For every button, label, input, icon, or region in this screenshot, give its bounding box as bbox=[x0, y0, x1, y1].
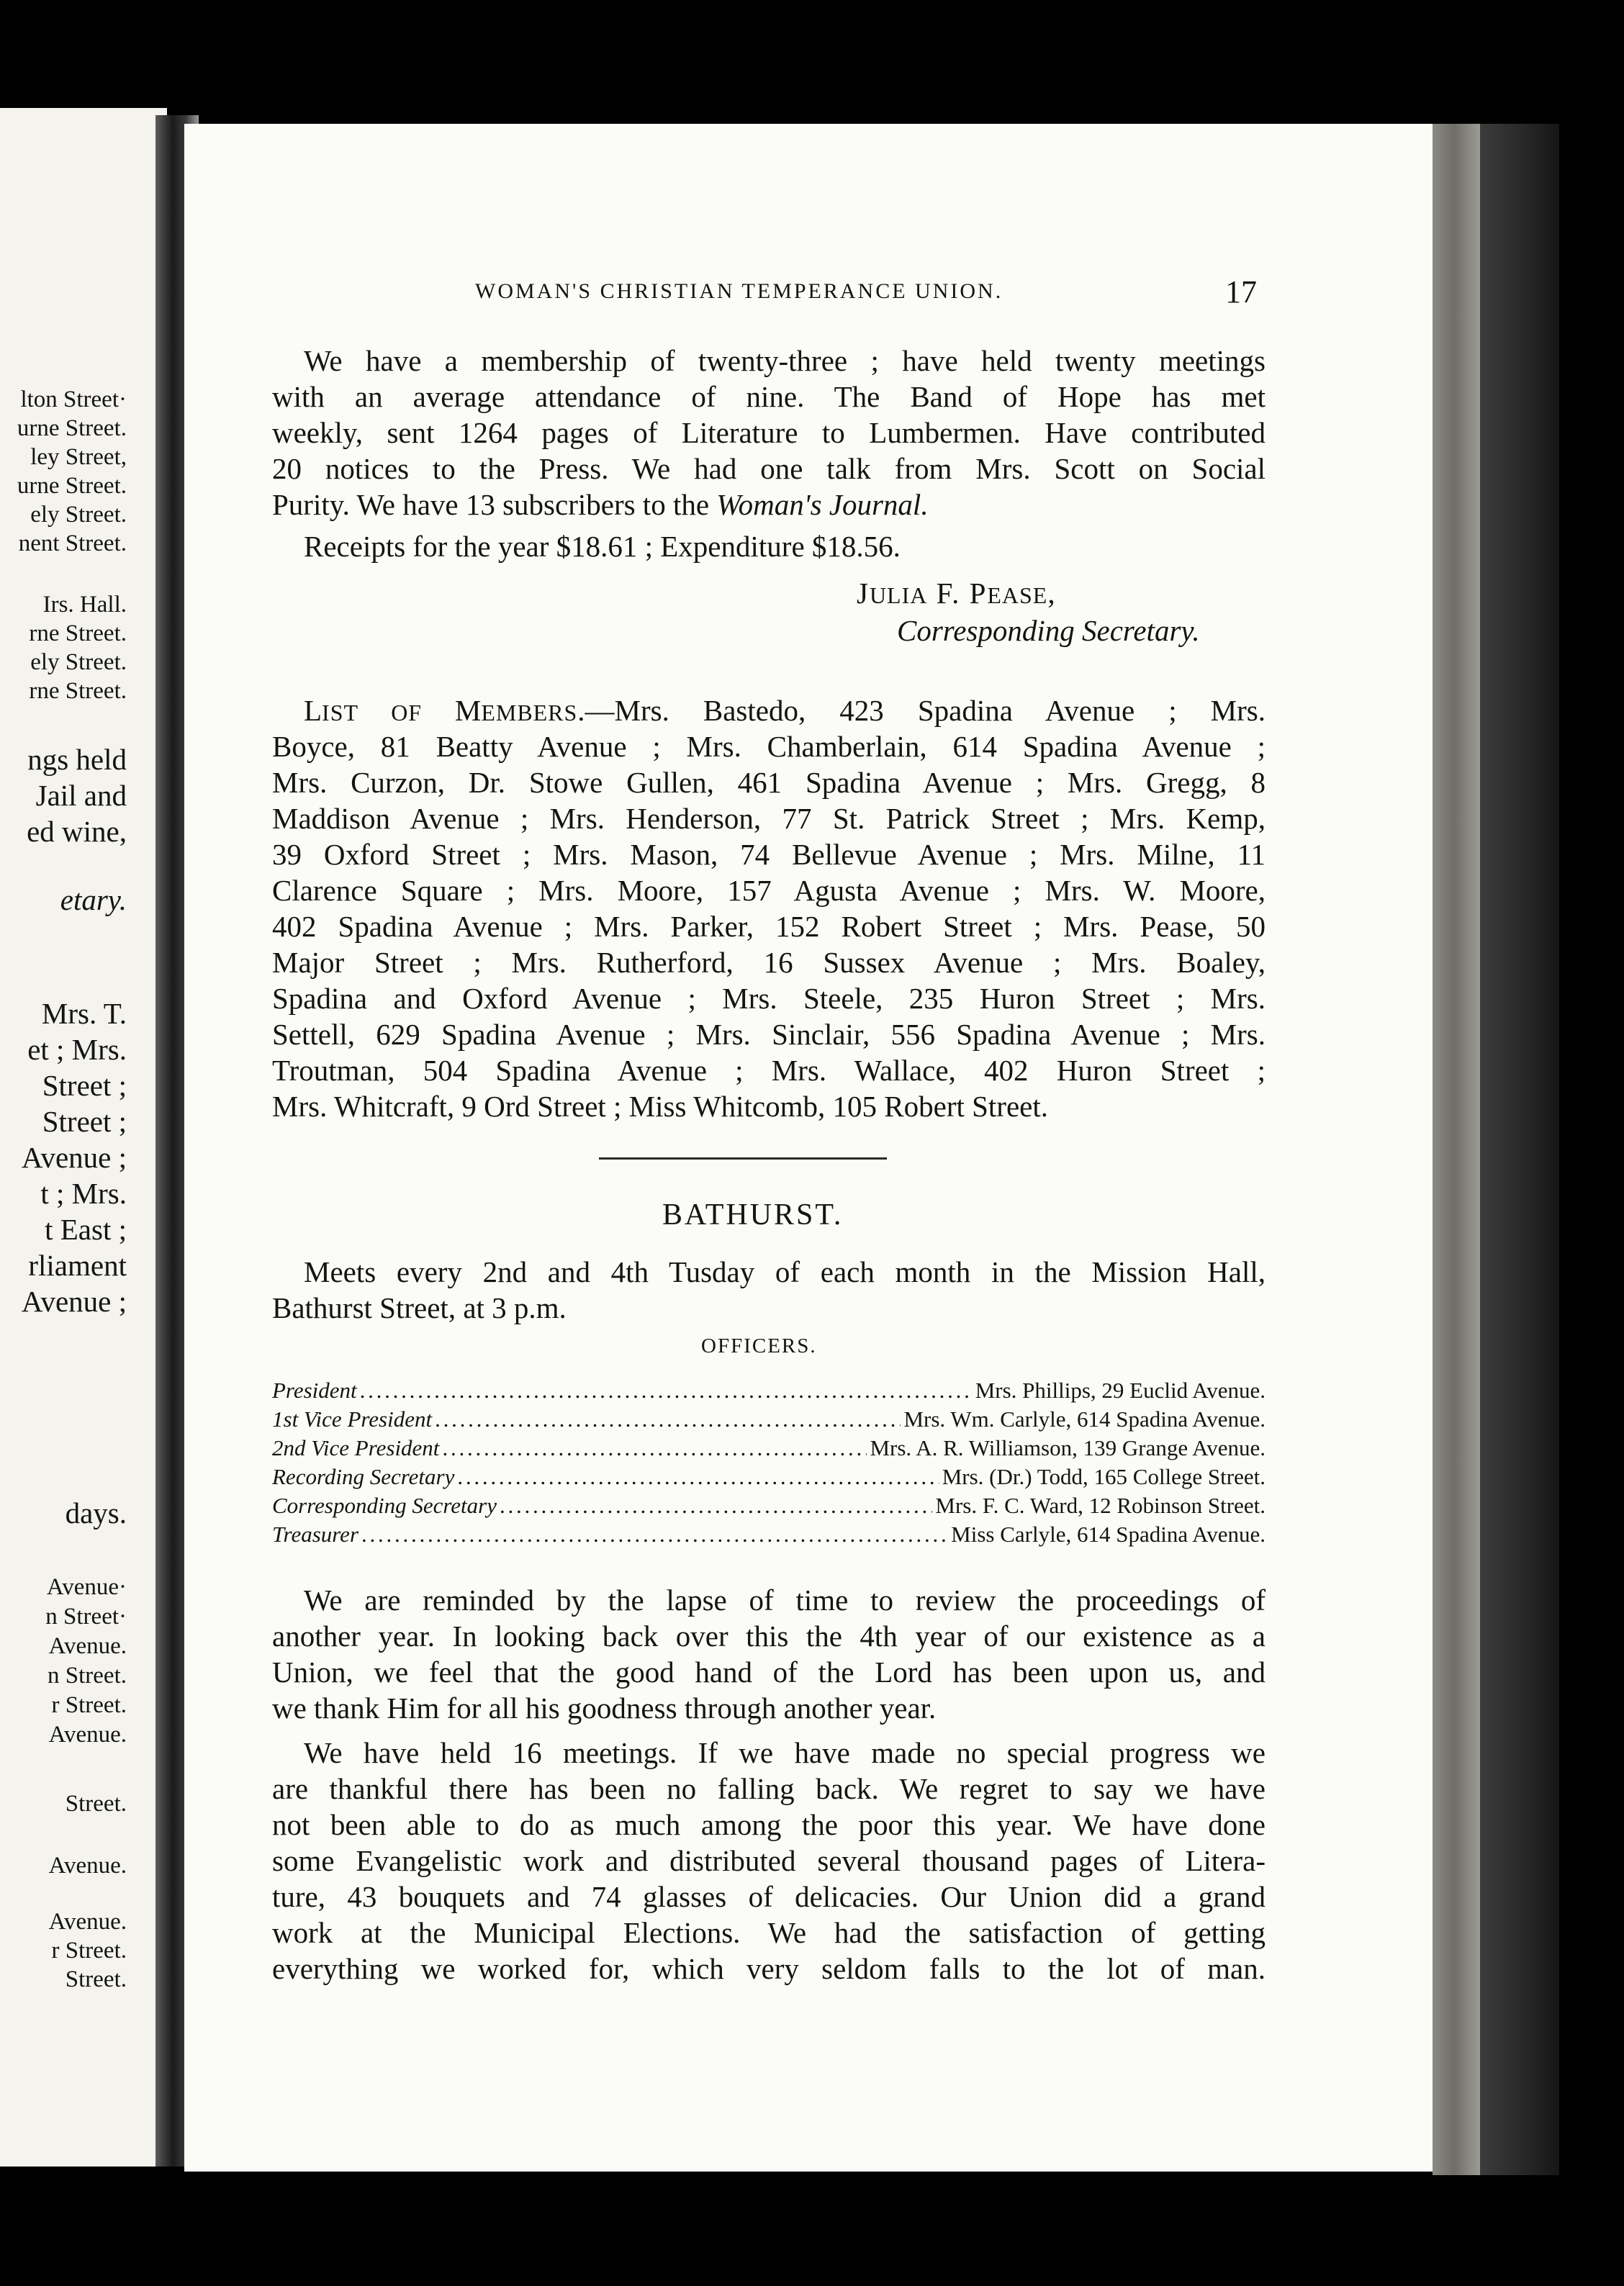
members-line: Clarence Square ; Mrs. Moore, 157 Agusta Avenue ; Mrs. W. Moore, bbox=[272, 874, 1266, 907]
report-line: We have a membership of twenty-three ; have held twenty meetings bbox=[304, 344, 1266, 377]
report-line: some Evangelistic work and distributed several thousand pages of Litera- bbox=[272, 1844, 1266, 1877]
officer-role: Recording Secretary bbox=[272, 1464, 455, 1489]
left-page-fragment: Avenue. bbox=[48, 1633, 127, 1659]
section-heading: BATHURST. bbox=[662, 1198, 844, 1232]
leader-dots bbox=[500, 1491, 932, 1520]
left-page-fragment: Street. bbox=[65, 1791, 127, 1817]
members-line: Settell, 629 Spadina Avenue ; Mrs. Sinclair, 556 Spadina Avenue ; Mrs. bbox=[272, 1018, 1266, 1051]
members-line: Spadina and Oxford Avenue ; Mrs. Steele, 235 Huron Street ; Mrs. bbox=[272, 982, 1266, 1015]
officer-holder: Mrs. (Dr.) Todd, 165 College Street. bbox=[942, 1464, 1266, 1489]
report-line: weekly, sent 1264 pages of Literature to Lumbermen. Have contributed bbox=[272, 416, 1266, 449]
left-page-fragment: ley Street, bbox=[30, 444, 127, 470]
left-page-fragment: ngs held bbox=[27, 743, 127, 776]
signature-title: Corresponding Secretary. bbox=[897, 614, 1200, 647]
section-divider bbox=[599, 1157, 887, 1160]
left-page-fragment: ely Street. bbox=[30, 649, 127, 675]
left-page-fragment: Avenue. bbox=[48, 1722, 127, 1748]
officer-holder: Mrs. Wm. Carlyle, 614 Spadina Avenue. bbox=[903, 1406, 1266, 1432]
left-page-fragment: Mrs. T. bbox=[41, 997, 127, 1030]
report-line: we thank Him for all his goodness through another year. bbox=[272, 1691, 937, 1725]
officer-holder: Mrs. Phillips, 29 Euclid Avenue. bbox=[975, 1378, 1266, 1403]
report-line: not been able to do as much among the poor this year. We have done bbox=[272, 1808, 1266, 1841]
receipts-line: Receipts for the year $18.61 ; Expenditure $18.56. bbox=[304, 530, 901, 563]
report-line: Purity. We have 13 subscribers to the bbox=[272, 488, 717, 521]
left-page-fragment: n Street· bbox=[45, 1604, 127, 1630]
left-page-fragment: days. bbox=[65, 1496, 127, 1530]
left-page-fragment: rne Street. bbox=[29, 678, 127, 704]
officer-role: 1st Vice President bbox=[272, 1406, 433, 1432]
report-line: Union, we feel that the good hand of the Lord has been upon us, and bbox=[272, 1655, 1266, 1689]
left-page-fragment: nent Street. bbox=[18, 530, 127, 556]
report-line-with-journal bbox=[272, 487, 929, 523]
left-page-fragment: urne Street. bbox=[17, 415, 127, 441]
officer-row bbox=[272, 1434, 1266, 1463]
left-page-fragment: etary. bbox=[60, 883, 127, 916]
officer-role: President bbox=[272, 1378, 357, 1403]
left-page-fragment: et ; Mrs. bbox=[27, 1033, 127, 1066]
report-line: We have held 16 meetings. If we have made no special progress we bbox=[304, 1736, 1266, 1769]
leader-dots bbox=[361, 1520, 948, 1549]
left-page-fragment: ed wine, bbox=[27, 815, 127, 848]
left-page-fragment: Avenue ; bbox=[21, 1285, 127, 1318]
left-page-fragment: Street ; bbox=[42, 1069, 127, 1102]
left-page-fragment: ely Street. bbox=[30, 502, 127, 528]
members-line: Mrs. Curzon, Dr. Stowe Gullen, 461 Spadina Avenue ; Mrs. Gregg, 8 bbox=[272, 766, 1266, 799]
officer-holder: Miss Carlyle, 614 Spadina Avenue. bbox=[951, 1522, 1266, 1547]
members-line: Mrs. Whitcraft, 9 Ord Street ; Miss Whitcomb, 105 Robert Street. bbox=[272, 1090, 1048, 1123]
left-page-fragment: t ; Mrs. bbox=[40, 1177, 127, 1210]
officer-row bbox=[272, 1520, 1266, 1549]
officers-heading: OFFICERS. bbox=[701, 1334, 817, 1357]
members-line: Maddison Avenue ; Mrs. Henderson, 77 St. Patrick Street ; Mrs. Kemp, bbox=[272, 802, 1266, 835]
left-page-fragment: r Street. bbox=[51, 1692, 127, 1718]
left-page-fragment: Jail and bbox=[35, 779, 127, 812]
leader-dots bbox=[360, 1376, 973, 1405]
left-page-fragment: Avenue· bbox=[46, 1574, 127, 1600]
meeting-line: Meets every 2nd and 4th Tusday of each month in the Mission Hall, bbox=[304, 1255, 1266, 1288]
left-page-fragment: Avenue. bbox=[48, 1909, 127, 1935]
meeting-line: Bathurst Street, at 3 p.m. bbox=[272, 1291, 567, 1324]
officer-holder: Mrs. A. R. Williamson, 139 Grange Avenue. bbox=[870, 1435, 1266, 1460]
report-line: ture, 43 bouquets and 74 glasses of delicacies. Our Union did a grand bbox=[272, 1880, 1266, 1913]
book-cover-edge bbox=[1480, 124, 1559, 2175]
left-page-fragment: n Street. bbox=[48, 1663, 127, 1689]
left-page-fragment: Street. bbox=[65, 1966, 127, 1992]
officer-row bbox=[272, 1376, 1266, 1405]
left-page-fragment: r Street. bbox=[51, 1938, 127, 1964]
officer-row bbox=[272, 1463, 1266, 1491]
left-page-fragment: Street ; bbox=[42, 1105, 127, 1138]
left-page-fragment: lton Street· bbox=[20, 387, 127, 412]
members-line: Major Street ; Mrs. Rutherford, 16 Sussex Avenue ; Mrs. Boaley, bbox=[272, 946, 1266, 979]
officer-role: Treasurer bbox=[272, 1522, 359, 1547]
running-header: WOMAN'S CHRISTIAN TEMPERANCE UNION. bbox=[475, 279, 1003, 303]
report-line: with an average attendance of nine. The Band of Hope has met bbox=[272, 380, 1266, 413]
members-line: 39 Oxford Street ; Mrs. Mason, 74 Bellevue Avenue ; Mrs. Milne, 11 bbox=[272, 838, 1266, 871]
signature-name: JULIA F. PEASE, bbox=[857, 577, 1057, 610]
leader-dots bbox=[457, 1463, 939, 1491]
officer-row bbox=[272, 1491, 1266, 1520]
members-line: Boyce, 81 Beatty Avenue ; Mrs. Chamberlain, 614 Spadina Avenue ; bbox=[272, 730, 1266, 763]
report-line: We are reminded by the lapse of time to review the proceedings of bbox=[304, 1584, 1266, 1617]
members-line: 402 Spadina Avenue ; Mrs. Parker, 152 Robert Street ; Mrs. Pease, 50 bbox=[272, 910, 1266, 943]
left-page-fragment: t East ; bbox=[45, 1213, 127, 1246]
left-page-fragment: rne Street. bbox=[29, 620, 127, 646]
officer-role: Corresponding Secretary bbox=[272, 1493, 497, 1518]
officer-role: 2nd Vice President bbox=[272, 1435, 440, 1460]
left-page-fragment: Avenue ; bbox=[21, 1141, 127, 1174]
previous-page-strip bbox=[0, 108, 167, 2167]
officer-holder: Mrs. F. C. Ward, 12 Robinson Street. bbox=[935, 1493, 1266, 1518]
left-page-fragment: Avenue. bbox=[48, 1853, 127, 1879]
left-page-fragment: rliament bbox=[28, 1249, 127, 1282]
report-line: work at the Municipal Elections. We had the satisfaction of getting bbox=[272, 1916, 1266, 1949]
leader-dots bbox=[442, 1434, 867, 1463]
officer-row bbox=[272, 1405, 1266, 1434]
left-page-fragment: Irs. Hall. bbox=[42, 592, 127, 618]
report-line: another year. In looking back over this the 4th year of our existence as a bbox=[272, 1619, 1266, 1653]
leader-dots bbox=[435, 1405, 901, 1434]
members-line: Troutman, 504 Spadina Avenue ; Mrs. Wallace, 402 Huron Street ; bbox=[272, 1054, 1266, 1087]
members-first-line: LIST OF MEMBERS.—Mrs. Bastedo, 423 Spadina Avenue ; Mrs. bbox=[304, 694, 1266, 727]
report-line: 20 notices to the Press. We had one talk from Mrs. Scott on Social bbox=[272, 452, 1266, 485]
report-line: everything we worked for, which very seldom falls to the lot of man. bbox=[272, 1952, 1266, 1985]
journal-title: Woman's Journal. bbox=[716, 488, 929, 521]
page-number: 17 bbox=[1225, 274, 1257, 310]
page-edge-shadow bbox=[1433, 124, 1480, 2175]
report-line: are thankful there has been no falling back. We regret to say we have bbox=[272, 1772, 1266, 1805]
left-page-fragment: urne Street. bbox=[17, 473, 127, 499]
